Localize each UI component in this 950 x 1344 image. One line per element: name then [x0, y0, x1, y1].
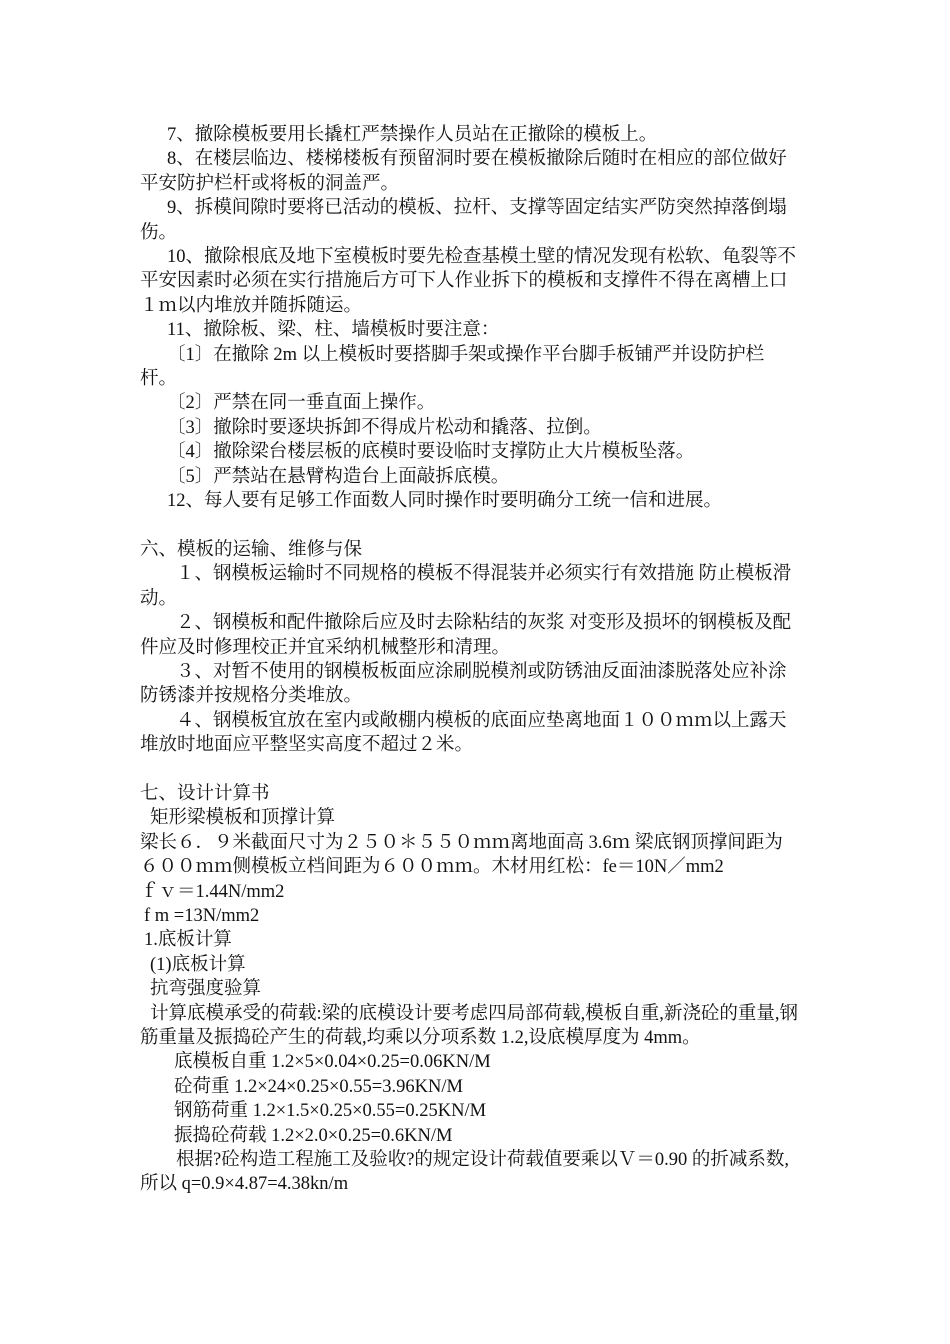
paragraph: 〔4〕撤除梁台楼层板的底模时要设临时支撑防止大片模板坠落。: [167, 442, 695, 463]
document-body: [140, 123, 800, 1197]
paragraph: 砼荷重 1.2×24×0.25×0.55=3.96KN/M: [174, 1076, 463, 1097]
paragraph: １、钢模板运输时不同规格的模板不得混装并必须实行有效措施 防止模板滑动。: [140, 564, 792, 609]
paragraph: ｆｖ＝1.44N/mm2: [140, 881, 285, 902]
paragraph: 底模板自重 1.2×5×0.04×0.25=0.06KN/M: [174, 1052, 491, 1073]
paragraph: 11、撤除板、梁、柱、墙模板时要注意：: [167, 320, 500, 341]
section-heading: 七、设计计算书: [140, 783, 270, 804]
paragraph: 9、拆模间隙时要将已活动的模板、拉杆、支撑等固定结实严防突然掉落倒塌伤。: [140, 198, 787, 243]
paragraph: ２、钢模板和配件撤除后应及时去除粘结的灰浆 对变形及损坏的钢模板及配件应及时修理校正并宜采纳机械整形和清理。: [140, 613, 792, 658]
paragraph: 7、撤除模板要用长撬杠严禁操作人员站在正撤除的模板上。: [167, 125, 658, 145]
paragraph: ４、钢模板宜放在室内或敞棚内模板的底面应垫离地面１００ｍｍ以上露天堆放时地面应平整坚实高度不超过２米。: [140, 710, 787, 756]
blank-line: [140, 514, 800, 538]
paragraph: 〔5〕严禁站在悬臂构造台上面敲拆底模。: [167, 466, 510, 487]
paragraph: 〔1〕在撤除 2m 以上模板时要搭脚手架或操作平台脚手板铺严并设防护栏杆。: [140, 344, 765, 390]
paragraph: 〔3〕撤除时要逐块拆卸不得成片松动和撬落、拉倒。: [167, 417, 602, 438]
paragraph: ３、对暂不使用的钢模板板面应涂刷脱模剂或防锈油反面油漆脱落处应补涂防锈漆并按规格分类堆放。: [140, 661, 787, 707]
paragraph: 12、每人要有足够工作面数人同时操作时要明确分工统一信和进展。: [167, 491, 723, 512]
paragraph: 〔2〕严禁在同一垂直面上操作。: [167, 393, 436, 414]
paragraph: (1)底板计算: [150, 954, 246, 975]
paragraph: 矩形梁模板和顶撑计算: [150, 808, 336, 829]
paragraph: 10、撤除根底及地下室模板时要先检查基模土壁的情况发现有松软、龟裂等不平安因素时必须在实行措施后方可下人作业拆下的模板和支撑件不得在离槽上口１ｍ以内堆放并随拆随运。: [140, 247, 797, 316]
paragraph: 振捣砼荷载 1.2×2.0×0.25=0.6KN/M: [174, 1125, 453, 1146]
blank-line: [140, 758, 800, 782]
paragraph: 计算底模承受的荷载:梁的底模设计要考虑四局部荷载,模板自重,新浇砼的重量,钢筋重量及振捣砼产生的荷载,均乘以分项系数 1.2,设底模厚度为 4mm。: [140, 1003, 799, 1048]
paragraph: 根据?砼构造工程施工及验收?的规定设计荷载值要乘以Ｖ＝0.90 的折减系数,所以 q=0.9×4.87=4.38kn/m: [140, 1150, 790, 1195]
paragraph: 梁长６．９米截面尺寸为２５０＊５５０ｍｍ离地面高 3.6ｍ 梁底钢顶撑间距为６００ｍｍ侧模板立档间距为６００ｍｍ。木材用红松：fe＝10N／mm2: [140, 832, 783, 878]
paragraph: 钢筋荷重 1.2×1.5×0.25×0.55=0.25KN/M: [174, 1101, 487, 1122]
paragraph: f m =13N/mm2: [144, 905, 260, 926]
paragraph: 8、在楼层临边、楼梯楼板有预留洞时要在模板撤除后随时在相应的部位做好平安防护栏杆或将板的洞盖严。: [140, 149, 787, 194]
paragraph: 抗弯强度验算: [150, 979, 262, 1000]
section-heading: 六、模板的运输、维修与保: [140, 539, 363, 560]
paragraph: 1.底板计算: [144, 930, 232, 951]
